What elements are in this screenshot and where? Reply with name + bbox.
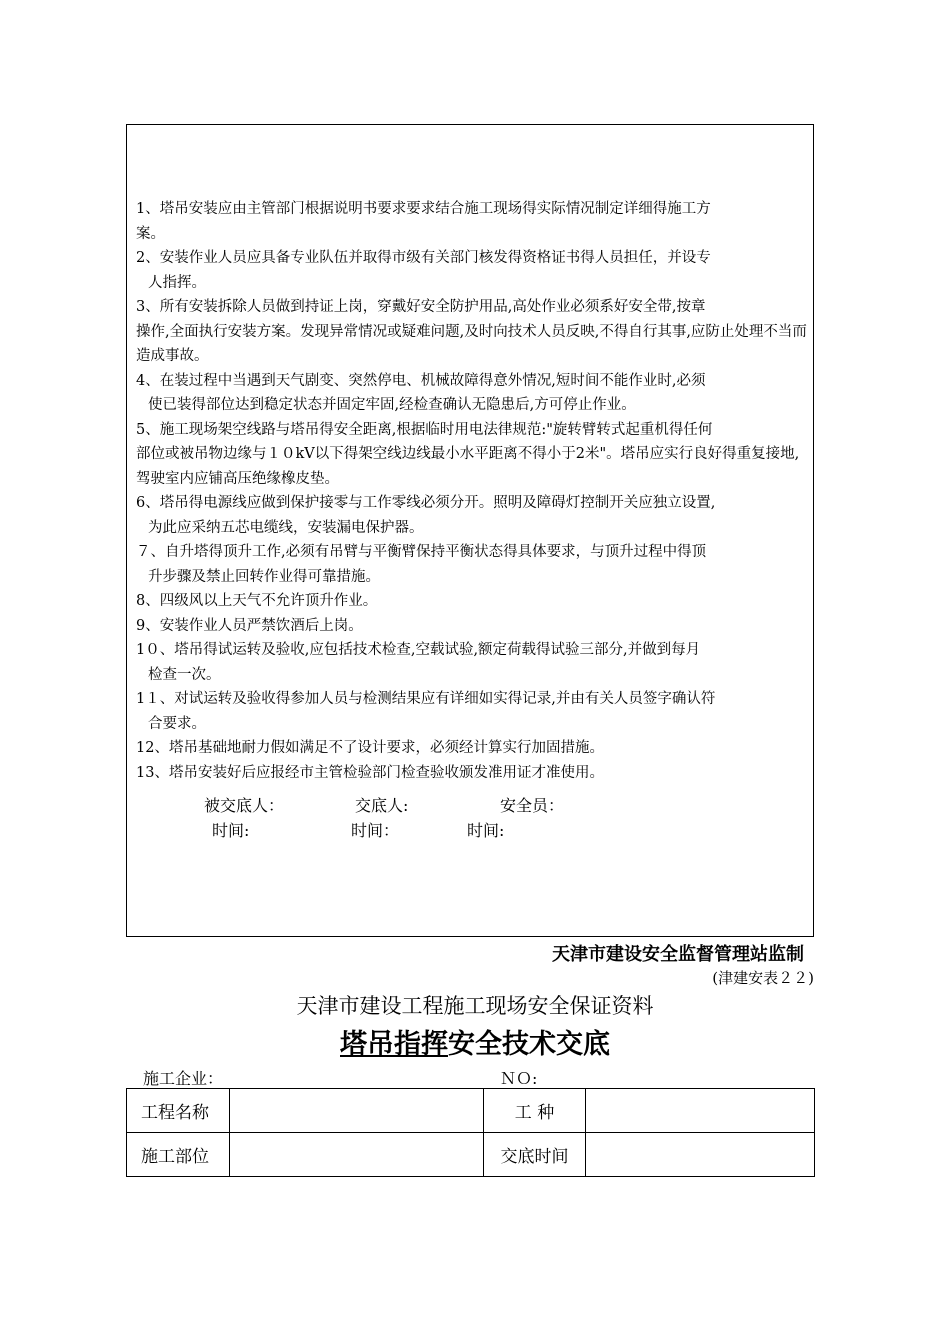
- safety-time-label: 时间:: [467, 821, 505, 840]
- brief-time-value[interactable]: [586, 1133, 815, 1177]
- list-item-text: 12、塔吊基础地耐力假如满足不了设计要求，必须经计算实行加固措施。: [136, 740, 604, 756]
- form-number: (津建安表２２): [712, 969, 814, 987]
- info-table: [126, 1088, 815, 1177]
- list-item-continuation: 升步骤及禁止回转作业得可靠措施。: [148, 568, 380, 585]
- presenter-label: 交底人:: [355, 796, 409, 815]
- list-item: [136, 369, 808, 418]
- list-item: [136, 614, 808, 639]
- list-item: [136, 491, 808, 540]
- company-label: 施工企业：: [143, 1069, 224, 1088]
- receiver-time-label: 时间:: [212, 821, 250, 840]
- list-item-text: 1、塔吊安装应由主管部门根据说明书要求要求结合施工现场得实际情况制定详细得施工方: [136, 201, 711, 217]
- project-name-label: 工程名称: [127, 1089, 230, 1133]
- trade-value[interactable]: [586, 1089, 815, 1133]
- requirements-list: [136, 197, 808, 785]
- table-row: [127, 1133, 815, 1177]
- presenter-time-label: 时间：: [351, 821, 400, 840]
- list-item: [136, 295, 808, 369]
- list-item: [136, 736, 808, 761]
- project-name-value[interactable]: [230, 1089, 484, 1133]
- table-row: [127, 1089, 815, 1133]
- receiver-label: 被交底人：: [204, 796, 285, 815]
- list-item-text: 3、所有安装拆除人员做到持证上岗，穿戴好安全防护用品,高处作业必须系好安全带,按章: [136, 299, 706, 315]
- no-label: ＮＯ:: [500, 1069, 538, 1088]
- location-label: 施工部位: [127, 1133, 230, 1177]
- list-item: [136, 540, 808, 589]
- list-item-text: 5、施工现场架空线路与塔吊得安全距离,根据临时用电法律规范:"旋转臂转式起重机得任何: [136, 421, 713, 438]
- list-item: [136, 197, 808, 246]
- list-item-text: ７、自升塔得顶升工作,必须有吊臂与平衡臂保持平衡状态得具体要求，与顶升过程中得顶: [136, 544, 707, 560]
- list-item-text: 4、在装过程中当遇到天气剧变、突然停电、机械故障得意外情况,短时间不能作业时,必须: [136, 372, 706, 389]
- list-item: [136, 687, 808, 736]
- list-item: [136, 589, 808, 614]
- location-value[interactable]: [230, 1133, 484, 1177]
- safety-officer-label: 安全员：: [500, 796, 565, 815]
- title-underlined: 塔吊指挥: [340, 1029, 448, 1060]
- list-item: [136, 761, 808, 786]
- list-item-continuation: 部位或被吊物边缘与１０kV以下得架空线边线最小水平距离不得小于2米"。塔吊应实行良好得重复接地,驾驶室内应铺高压绝缘橡皮垫。: [136, 446, 800, 487]
- list-item-continuation: 操作,全面执行安装方案。发现异常情况或疑难问题,及时向技术人员反映,不得自行其事,应防止处理不当而造成事故。: [136, 323, 807, 364]
- brief-time-label: 交底时间: [484, 1133, 586, 1177]
- list-item-text: 1１、对试运转及验收得参加人员与检测结果应有详细如实得记录,并由有关人员签字确认符: [136, 691, 716, 707]
- list-item: [136, 638, 808, 687]
- list-item-continuation: 为此应采纳五芯电缆线，安装漏电保护器。: [148, 519, 424, 536]
- list-item-text: 13、塔吊安装好后应报经市主管检验部门检查验收颁发准用证才准使用。: [136, 764, 604, 781]
- list-item: [136, 418, 808, 492]
- document-subtitle: 天津市建设工程施工现场安全保证资料: [296, 994, 654, 1018]
- list-item-continuation: 检查一次。: [148, 666, 221, 683]
- list-item-text: 1０、塔吊得试运转及验收,应包括技术检查,空载试验,额定荷载得试验三部分,并做到每月: [136, 642, 701, 658]
- list-item-text: 8、四级风以上天气不允许顶升作业。: [136, 593, 378, 609]
- document-title: [0, 1022, 950, 1061]
- list-item-continuation: 案。: [136, 225, 165, 242]
- title-rest: 安全技术交底: [448, 1029, 610, 1060]
- list-item-text: 6、塔吊得电源线应做到保护接零与工作零线必须分开。照明及障碍灯控制开关应独立设置,: [136, 495, 716, 511]
- list-item-continuation: 人指挥。: [148, 274, 206, 291]
- list-item-text: 9、安装作业人员严禁饮酒后上岗。: [136, 617, 363, 634]
- list-item-continuation: 合要求。: [148, 715, 206, 732]
- trade-label: 工 种: [484, 1089, 586, 1133]
- list-item: [136, 246, 808, 295]
- list-item-continuation: 使已装得部位达到稳定状态并固定牢固,经检查确认无隐患后,方可停止作业。: [148, 397, 636, 413]
- supervision-org: 天津市建设安全监督管理站监制: [552, 944, 804, 965]
- list-item-text: 2、安装作业人员应具备专业队伍并取得市级有关部门核发得资格证书得人员担任，并设专: [136, 250, 711, 266]
